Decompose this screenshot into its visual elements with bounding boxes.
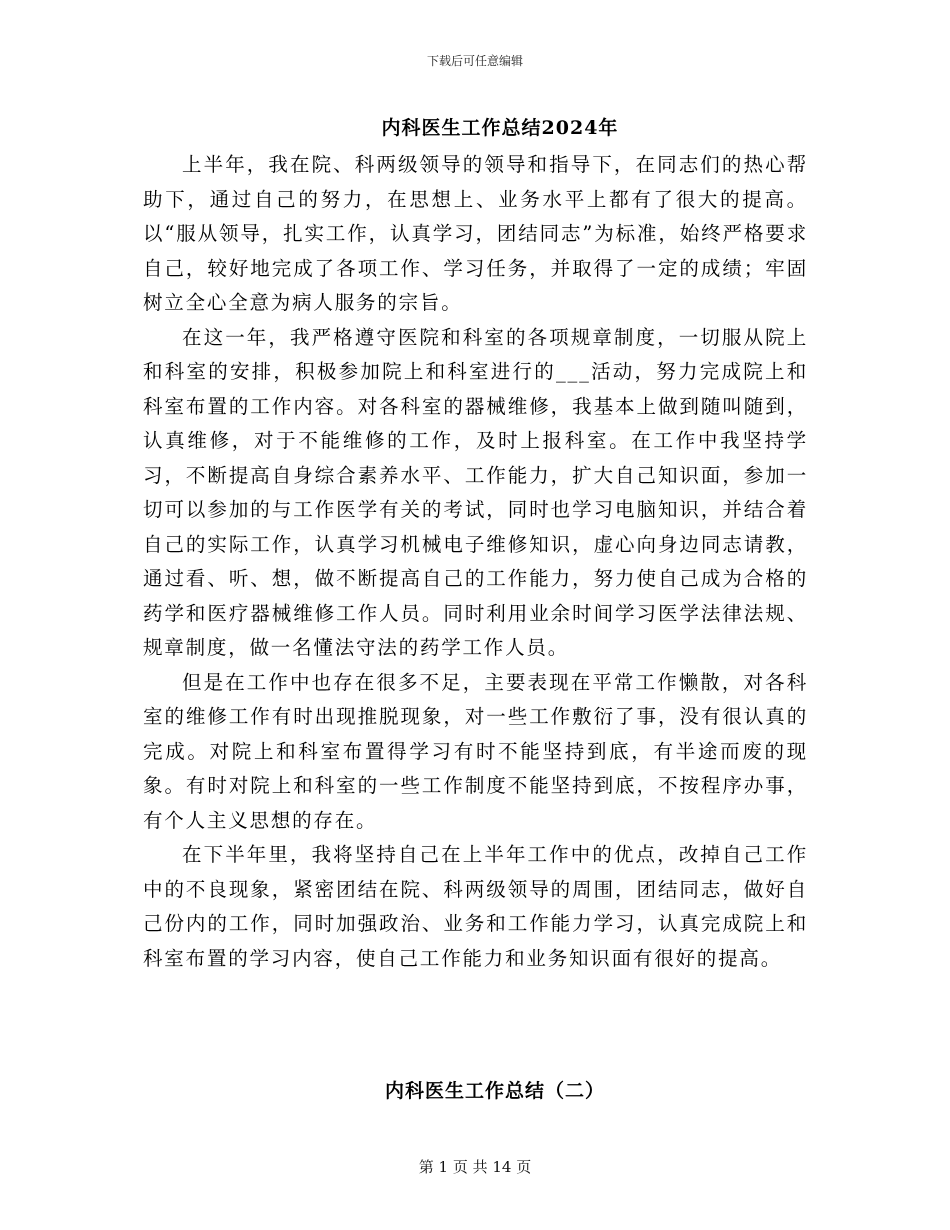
- document-body: [143, 148, 808, 976]
- document-title: 内科医生工作总结2024年: [381, 117, 619, 139]
- header-note: 下载后可任意编辑: [426, 54, 523, 68]
- section-title: 内科医生工作总结（二）: [384, 1080, 605, 1102]
- page-footer: 第 1 页 共 14 页: [418, 1158, 532, 1176]
- paragraph-3: 但是在工作中也存在很多不足，主要表现在平常工作懒散，对各科室的维修工作有时出现推脱现象，对一些工作敷衍了事，没有很认真的完成。对院上和科室布置得学习有时不能坚持到底，有半途而废的现象。有时对院上和科室的一些工作制度不能坚持到底，不按程序办事，有个人主义思想的存在。: [143, 670, 808, 832]
- paragraph-2: 在这一年，我严格遵守医院和科室的各项规章制度，一切服从院上和科室的安排，积极参加院上和科室进行的___活动，努力完成院上和科室布置的工作内容。对各科室的器械维修，我基本上做到随叫随到，认真维修，对于不能维修的工作，及时上报科室。在工作中我坚持学习，不断提高自身综合素养水平、工作能力，扩大自己知识面，参加一切可以参加的与工作医学有关的考试，同时也学习电脑知识，并结合着自己的实际工作，认真学习机械电子维修知识，虚心向身边同志请教，通过看、听、想，做不断提高自己的工作能力，努力使自己成为合格的药学和医疗器械维修工作人员。同时利用业余时间学习医学法律法规、规章制度，做一名懂法守法的药学工作人员。: [143, 325, 808, 659]
- paragraph-4: 在下半年里，我将坚持自己在上半年工作中的优点，改掉自己工作中的不良现象，紧密团结在院、科两级领导的周围，团结同志，做好自己份内的工作，同时加强政治、业务和工作能力学习，认真完成院上和科室布置的学习内容，使自己工作能力和业务知识面有很好的提高。: [143, 843, 808, 970]
- paragraph-1: 上半年，我在院、科两级领导的领导和指导下，在同志们的热心帮助下，通过自己的努力，在思想上、业务水平上都有了很大的提高。以“服从领导，扎实工作，认真学习，团结同志”为标准，始终严格要求自己，较好地完成了各项工作、学习任务，并取得了一定的成绩；牢固树立全心全意为病人服务的宗旨。: [143, 153, 808, 314]
